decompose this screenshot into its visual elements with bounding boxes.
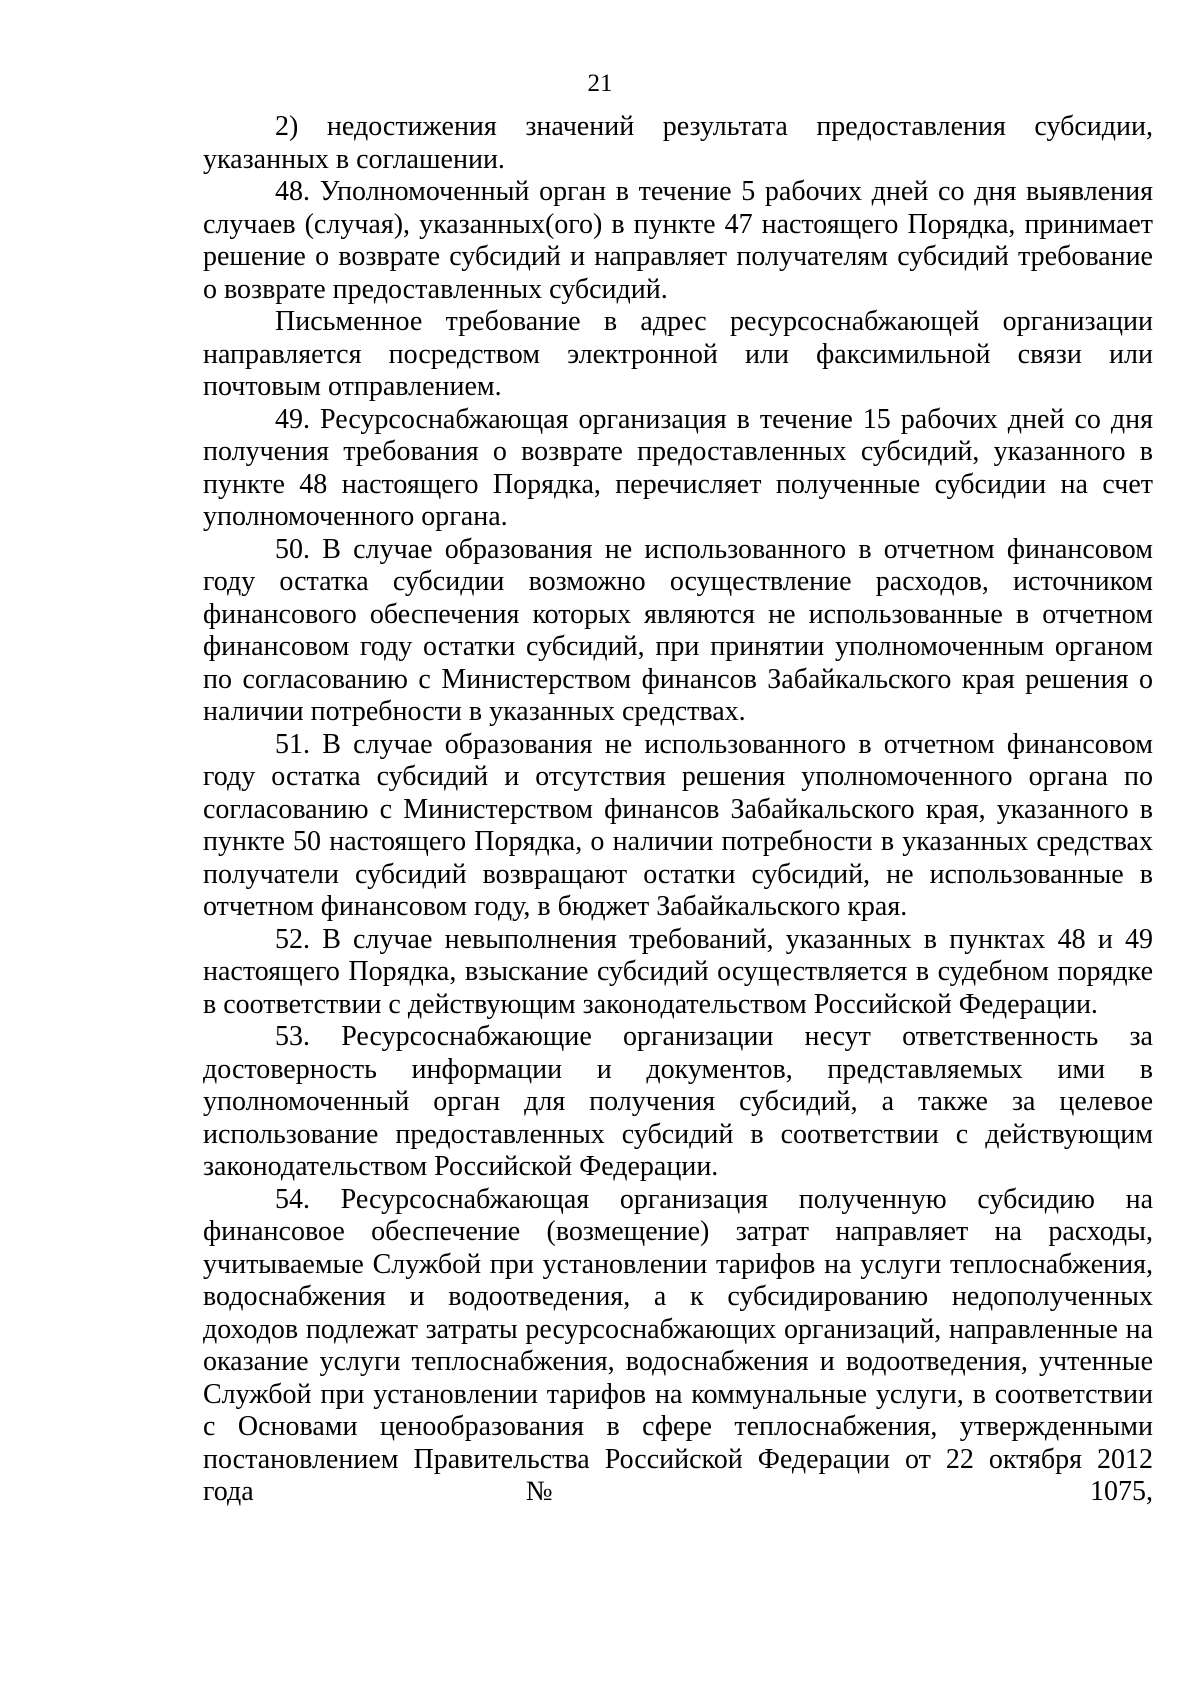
paragraph-51: 51. В случае образования не использованного в отчетном финансовом году остатка субсидий и отсутствия решения уполномоченного органа по согласованию с Министерством финансов Забайкальского края, указанного в пункте 50 настоящего Порядка, о наличии потребности в указанных средствах получатели субсидий возвращают остатки субсидий, не использованные в отчетном финансовом году, в бюджет Забайкальского края.: [203, 728, 1153, 922]
document-body: [203, 111, 1153, 1509]
paragraph-52: 52. В случае невыполнения требований, указанных в пунктах 48 и 49 настоящего Порядка, взыскание субсидий осуществляется в судебном порядке в соответствии с действующим законодательством Российской Федерации.: [203, 923, 1153, 1020]
paragraph-48-written-demand: Письменное требование в адрес ресурсоснабжающей организации направляется посредством электронной или факсимильной связи или почтовым отправлением.: [203, 306, 1153, 402]
paragraph-54: 54. Ресурсоснабжающая организация полученную субсидию на финансовое обеспечение (возмещение) затрат направляет на расходы, учитываемые Службой при установлении тарифов на услуги теплоснабжения, водоснабжения и водоотведения, а к субсидированию недополученных доходов подлежат затраты ресурсоснабжающих организаций, направленные на оказание услуги теплоснабжения, водоснабжения и водоотведения, учтенные Службой при установлении тарифов на коммунальные услуги, в соответствии с Основами ценообразования в сфере теплоснабжения, утвержденными постановлением Правительства Российской Федерации от 22 октября 2012 года № 1075,: [203, 1183, 1153, 1507]
paragraph-53: 53. Ресурсоснабжающие организации несут ответственность за достоверность информации и документов, представляемых ими в уполномоченный орган для получения субсидий, а также за целевое использование предоставленных субсидий в соответствии с действующим законодательством Российской Федерации.: [203, 1021, 1153, 1182]
paragraph-48: 48. Уполномоченный орган в течение 5 рабочих дней со дня выявления случаев (случая), указанных(ого) в пункте 47 настоящего Порядка, принимает решение о возврате субсидий и направляет получателям субсидий требование о возврате предоставленных субсидий.: [203, 176, 1153, 305]
page-number: 21: [587, 70, 613, 97]
paragraph-50: 50. В случае образования не использованного в отчетном финансовом году остатка субсидии возможно осуществление расходов, источником финансового обеспечения которых являются не использованные в отчетном финансовом году остатки субсидий, при принятии уполномоченным органом по согласованию с Министерством финансов Забайкальского края решения о наличии потребности в указанных средствах.: [203, 533, 1153, 727]
paragraph-47-item-2: 2) недостижения значений результата предоставления субсидии, указанных в соглашении.: [203, 111, 1153, 175]
paragraph-49: 49. Ресурсоснабжающая организация в течение 15 рабочих дней со дня получения требования о возврате предоставленных субсидий, указанного в пункте 48 настоящего Порядка, перечисляет полученные субсидии на счет уполномоченного органа.: [203, 403, 1153, 532]
